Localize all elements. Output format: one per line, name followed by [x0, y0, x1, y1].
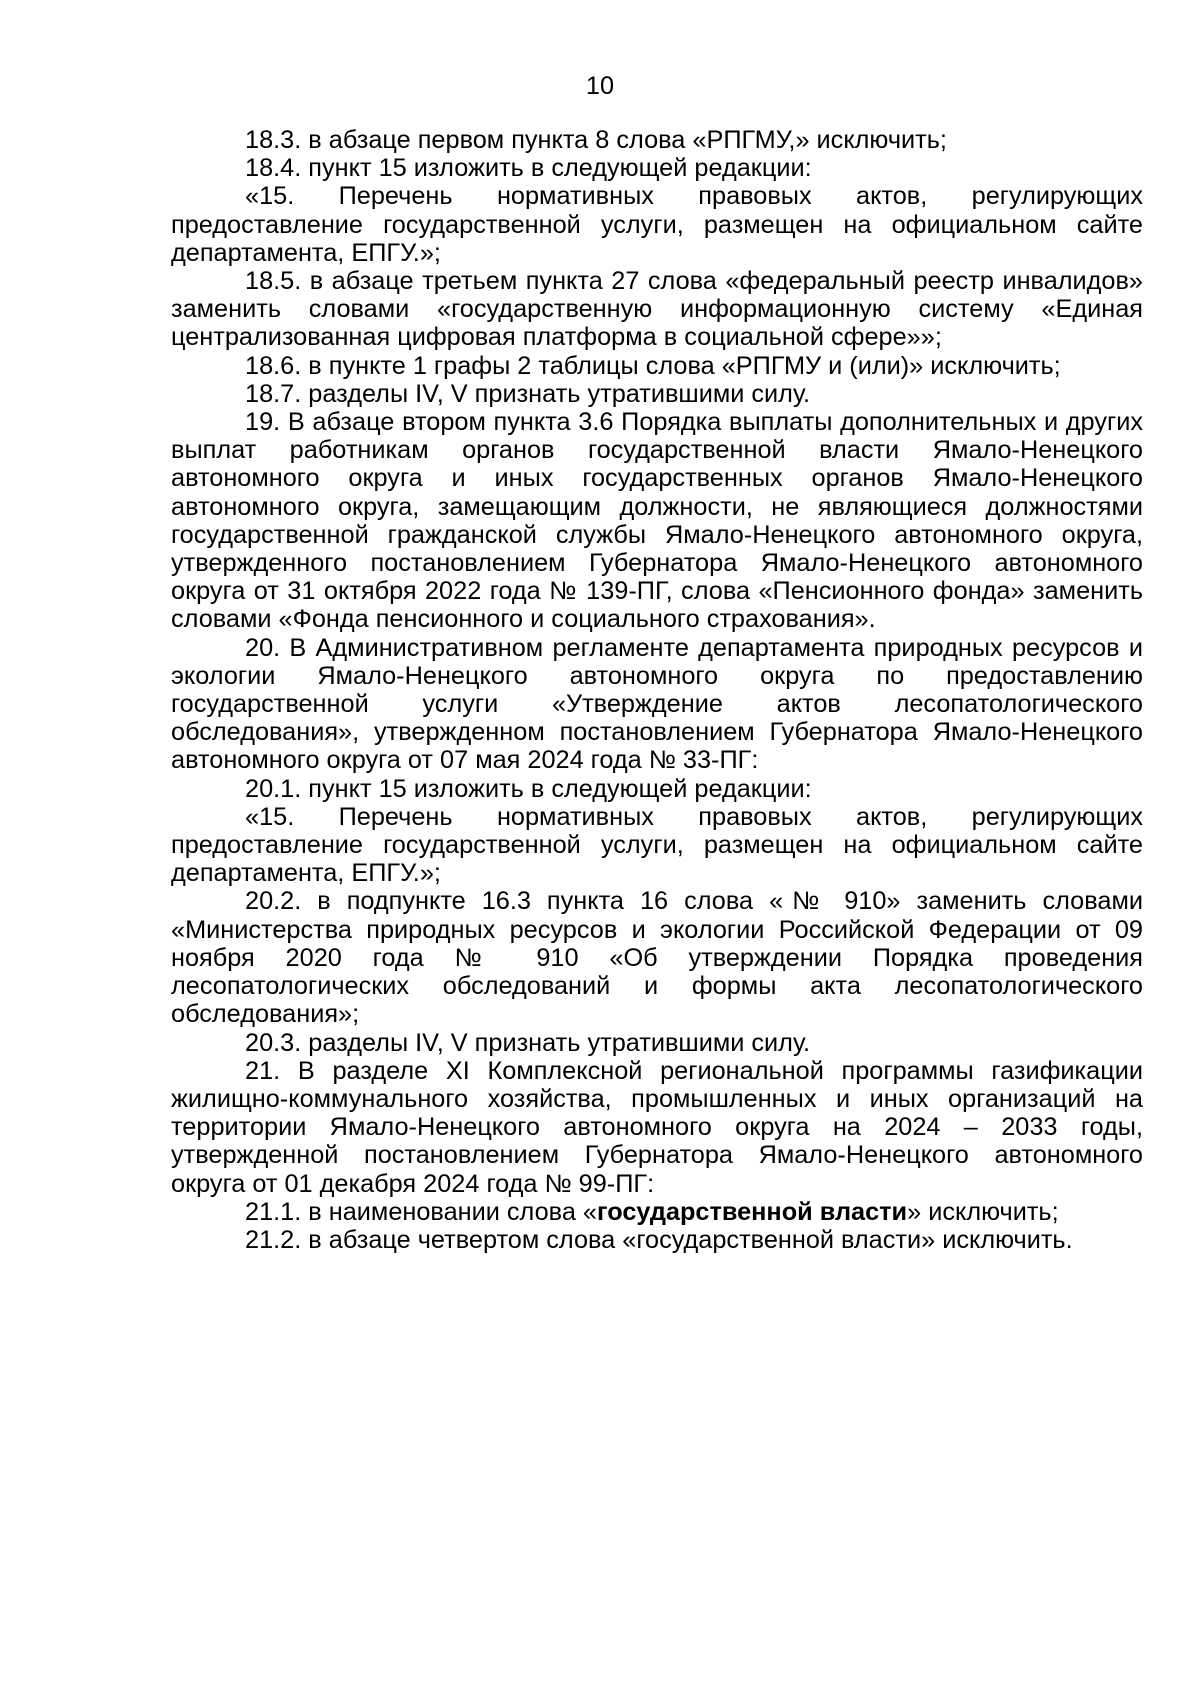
paragraph-21-1-bold: государственной власти — [597, 1197, 908, 1226]
paragraph-18-3: 18.3. в абзаце первом пункта 8 слова «РПГМУ,» исключить; — [245, 126, 947, 154]
paragraph-18-4: 18.4. пункт 15 изложить в следующей редакции: — [245, 154, 812, 183]
paragraph-19: 19. В абзаце втором пункта 3.6 Порядка выплаты дополнительных и других выплат работникам органов государственной власти Ямало-Ненецкого автономного округа и иных государственных органов Ямало-Ненецкого автономного округа, замещающим должности, не являющиеся должностями государственной гражданской службы Ямало-Ненецкого автономного округа, утвержденного постановлением Губернатора Ямало-Ненецкого автономного округа от 31 октября 2022 года № 139-ПГ, слова «Пенсионного фонда» заменить словами «Фонда пенсионного и социального страхования». — [171, 408, 1143, 634]
paragraph-21: 21. В разделе XI Комплексной региональной программы газификации жилищно-коммунального хозяйства, промышленных и иных организаций на территории Ямало-Ненецкого автономного округа на 2024 – 2033 годы, утвержденной постановлением Губернатора Ямало-Ненецкого автономного округа от 01 декабря 2024 года № 99-ПГ: — [171, 1056, 1143, 1198]
paragraph-20-3: 20.3. разделы IV, V признать утратившими силу. — [245, 1028, 811, 1057]
paragraph-20: 20. В Административном регламенте департамента природных ресурсов и экологии Ямало-Ненецкого автономного округа по предоставлению государственной услуги «Утверждение актов лесопатологического обследования», утвержденном постановлением Губернатора Ямало-Ненецкого автономного округа от 07 мая 2024 года № 33-ПГ: — [171, 633, 1143, 775]
paragraph-21-1-after: » исключить; — [907, 1197, 1059, 1226]
paragraph-18-4-quote: «15. Перечень нормативных правовых актов, регулирующих предоставление государственной услуги, размещен на официальном сайте департамента, ЕПГУ.»; — [171, 182, 1143, 267]
paragraph-21-2: 21.2. в абзаце четвертом слова «государственной власти» исключить. — [245, 1225, 1073, 1254]
paragraph-20-1: 20.1. пункт 15 изложить в следующей редакции: — [245, 774, 812, 803]
paragraph-21-1 — [171, 1198, 1143, 1226]
document-body — [171, 126, 1143, 1254]
paragraph-18-5: 18.5. в абзаце третьем пункта 27 слова «федеральный реестр инвалидов» заменить словами «государственную информационную систему «Единая централизованная цифровая платформа в социальной сфере»»; — [171, 267, 1143, 352]
paragraph-20-1-quote: «15. Перечень нормативных правовых актов, регулирующих предоставление государственной услуги, размещен на официальном сайте департамента, ЕПГУ.»; — [171, 802, 1143, 888]
page-number: 10 — [585, 72, 615, 100]
paragraph-18-6: 18.6. в пункте 1 графы 2 таблицы слова «РПГМУ и (или)» исключить; — [245, 351, 1061, 380]
paragraph-20-2: 20.2. в подпункте 16.3 пункта 16 слова «№ 910» заменить словами «Министерства природных ресурсов и экологии Российской Федерации от 09 ноября 2020 года № 910 «Об утверждении Порядка проведения лесопатологических обследований и формы акта лесопатологического обследования»; — [171, 887, 1143, 1029]
paragraph-18-7: 18.7. разделы IV, V признать утратившими силу. — [245, 379, 811, 408]
paragraph-21-1-before: 21.1. в наименовании слова « — [245, 1197, 597, 1226]
